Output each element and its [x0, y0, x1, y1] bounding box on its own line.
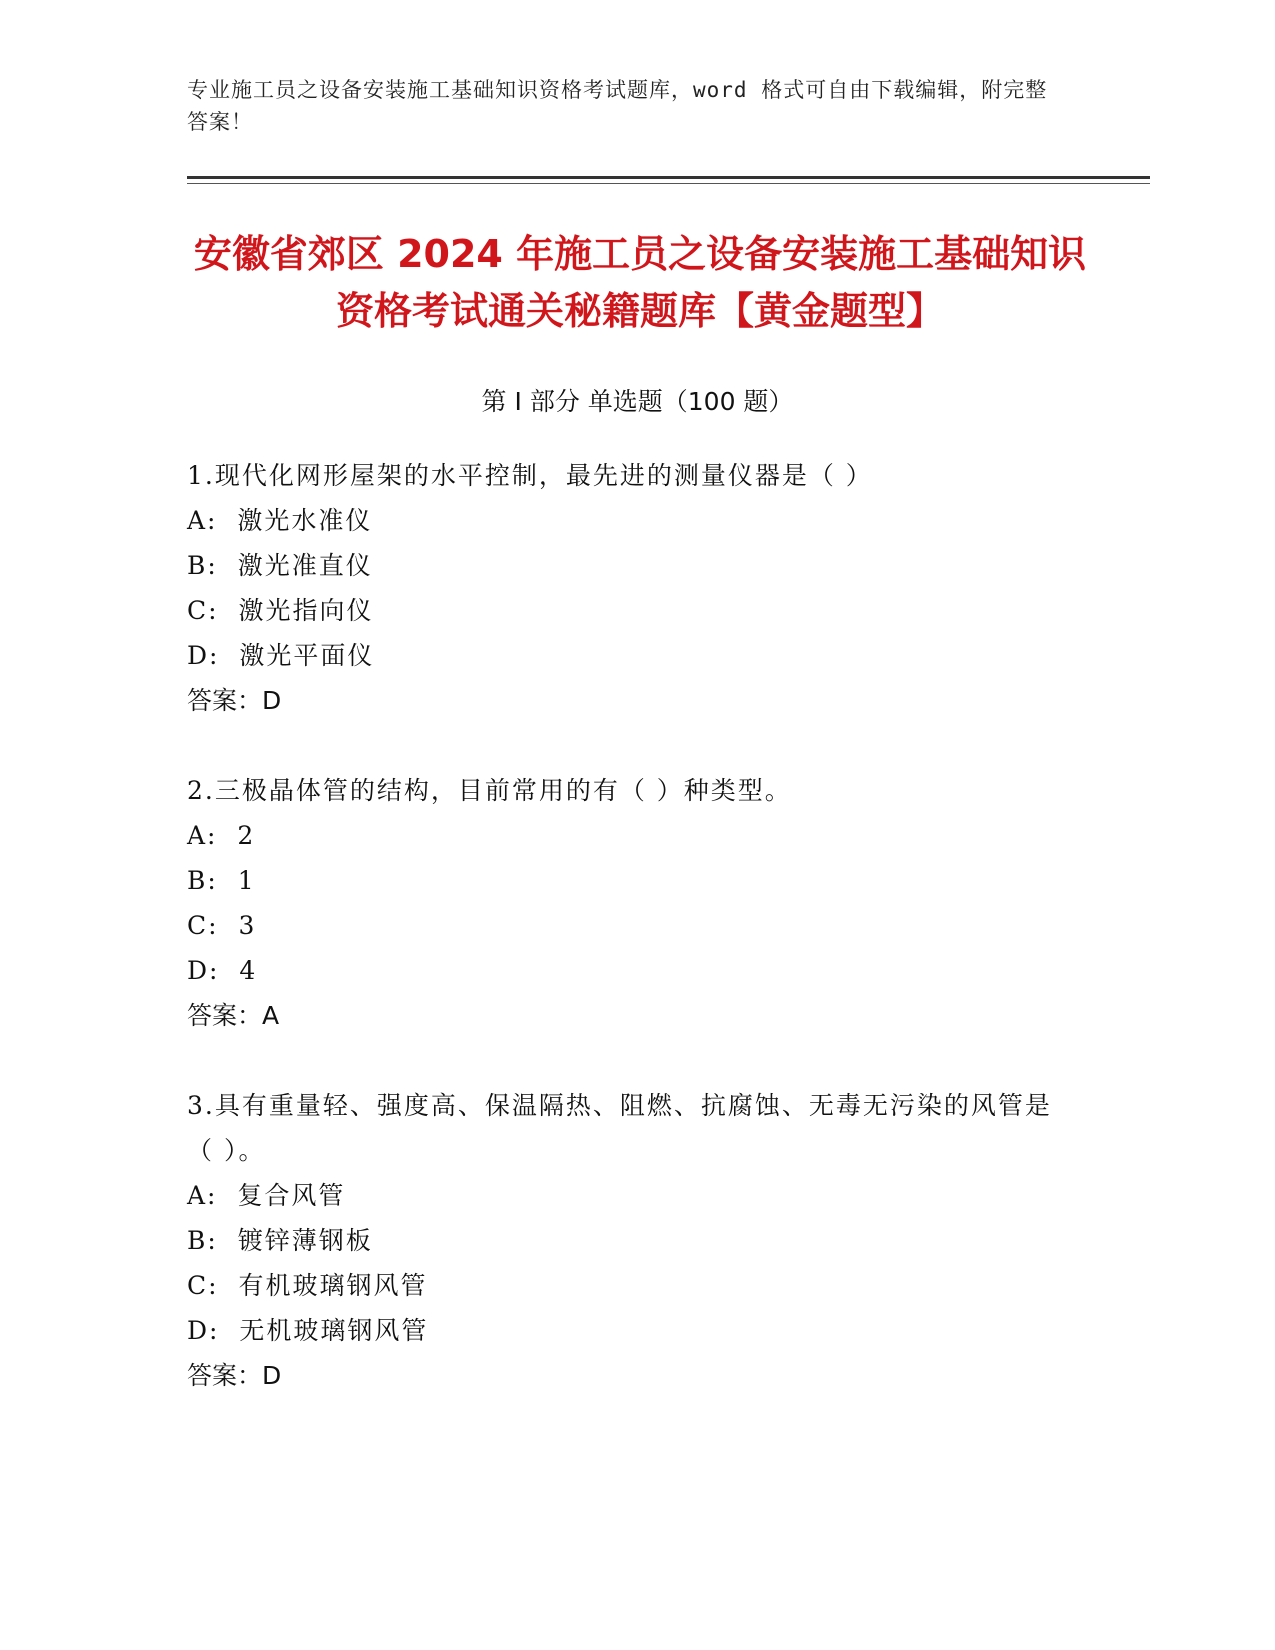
question-stem: 2.三极晶体管的结构，目前常用的有（ ）种类型。 [187, 776, 792, 805]
option-d: D: 无机玻璃钢风管 [187, 1316, 429, 1345]
header-rule-thin [187, 183, 1150, 184]
option-c: C: 3 [187, 911, 257, 940]
header-note: 专业施工员之设备安装施工基础知识资格考试题库，word 格式可自由下载编辑，附完整答案！ [187, 78, 1048, 134]
answer-line: 答案：D [187, 1361, 282, 1390]
question-stem: 1.现代化网形屋架的水平控制，最先进的测量仪器是（ ） [187, 461, 873, 490]
question-1 [187, 453, 1067, 723]
question-stem: 3.具有重量轻、强度高、保温隔热、阻燃、抗腐蚀、无毒无污染的风管是（ ）。 [187, 1091, 1052, 1165]
option-b: B: 激光准直仪 [187, 551, 373, 580]
option-b: B: 镀锌薄钢板 [187, 1226, 373, 1255]
option-c: C: 激光指向仪 [187, 596, 374, 625]
option-b: B: 1 [187, 866, 256, 895]
option-a: A: 复合风管 [187, 1181, 346, 1210]
option-d: D: 激光平面仪 [187, 641, 375, 670]
option-c: C: 有机玻璃钢风管 [187, 1271, 428, 1300]
document-title: 安徽省郊区 2024 年施工员之设备安装施工基础知识资格考试通关秘籍题库【黄金题型】 [193, 232, 1087, 333]
answer-line: 答案：A [187, 1001, 280, 1030]
option-a: A: 2 [187, 821, 256, 850]
option-d: D: 4 [187, 956, 258, 985]
question-3 [187, 1083, 1067, 1398]
option-a: A: 激光水准仪 [187, 506, 373, 535]
answer-line: 答案：D [187, 686, 282, 715]
question-2 [187, 768, 1067, 1038]
section-heading: 第 I 部分 单选题（100 题） [481, 387, 794, 416]
header-rule-thick [187, 176, 1150, 179]
